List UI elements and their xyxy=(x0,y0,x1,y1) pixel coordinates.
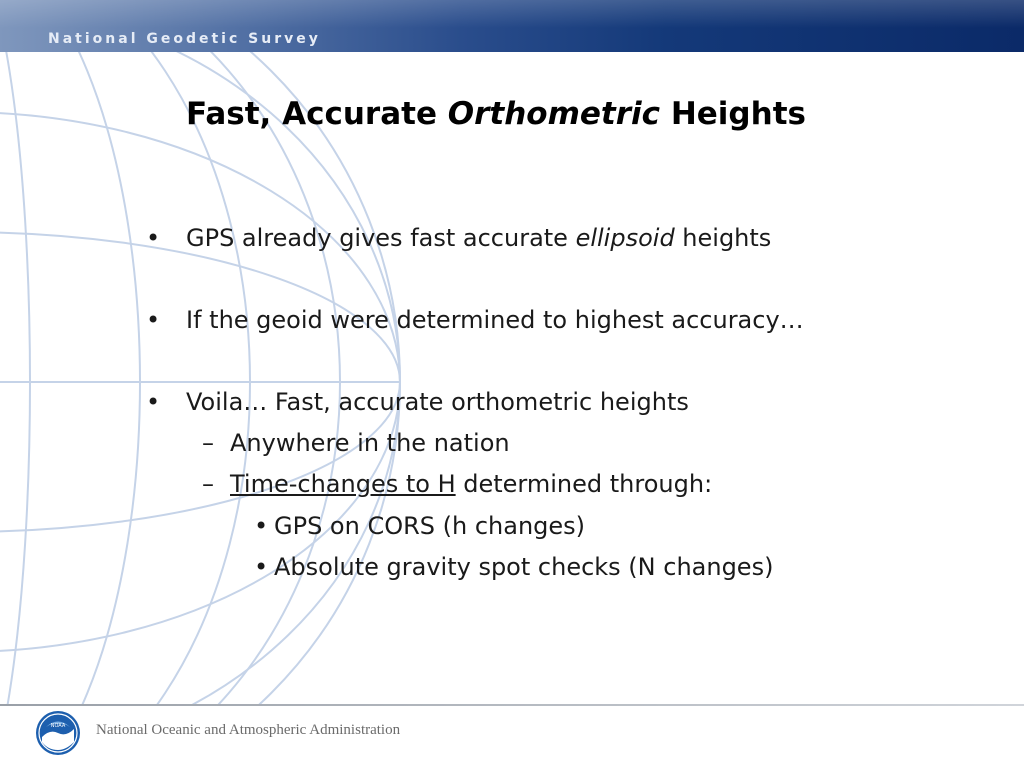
noaa-logo xyxy=(35,710,81,756)
title-emphasis: Orthometric xyxy=(447,96,661,132)
sub-bullet-text: determined through: xyxy=(455,470,713,498)
logo-text: NOAA xyxy=(50,723,66,729)
bullet-marker: • xyxy=(146,224,161,252)
sub-bullet-marker: – xyxy=(202,470,214,498)
bullet-geoid: If the geoid were determined to highest accuracy… xyxy=(186,306,804,334)
sub-bullet-anywhere: Anywhere in the nation xyxy=(230,429,510,457)
sub-sub-bullet-gravity: Absolute gravity spot checks (N changes) xyxy=(274,553,774,581)
bullet-text: GPS already gives fast accurate xyxy=(186,224,576,252)
bullet-marker: • xyxy=(146,306,161,334)
bullet-voila: Voila… Fast, accurate orthometric heights xyxy=(186,388,689,416)
footer-divider xyxy=(0,704,1024,706)
bullet-emphasis: ellipsoid xyxy=(575,224,675,252)
sub-sub-bullet-marker: • xyxy=(254,512,269,540)
title-suffix: Heights xyxy=(660,96,806,132)
title-prefix: Fast, Accurate xyxy=(186,96,448,132)
org-name: National Geodetic Survey xyxy=(48,31,321,47)
sub-sub-bullet-cors: GPS on CORS (h changes) xyxy=(274,512,586,540)
bullet-text: heights xyxy=(674,224,772,252)
footer-org-name: National Oceanic and Atmospheric Administration xyxy=(96,722,401,738)
sub-bullet-marker: – xyxy=(202,429,214,457)
sub-bullet-time-changes xyxy=(230,470,712,498)
bullet-ellipsoid xyxy=(186,224,771,252)
underlined-text: Time-changes to H xyxy=(230,470,456,498)
sub-sub-bullet-marker: • xyxy=(254,553,269,581)
bullet-marker: • xyxy=(146,388,161,416)
